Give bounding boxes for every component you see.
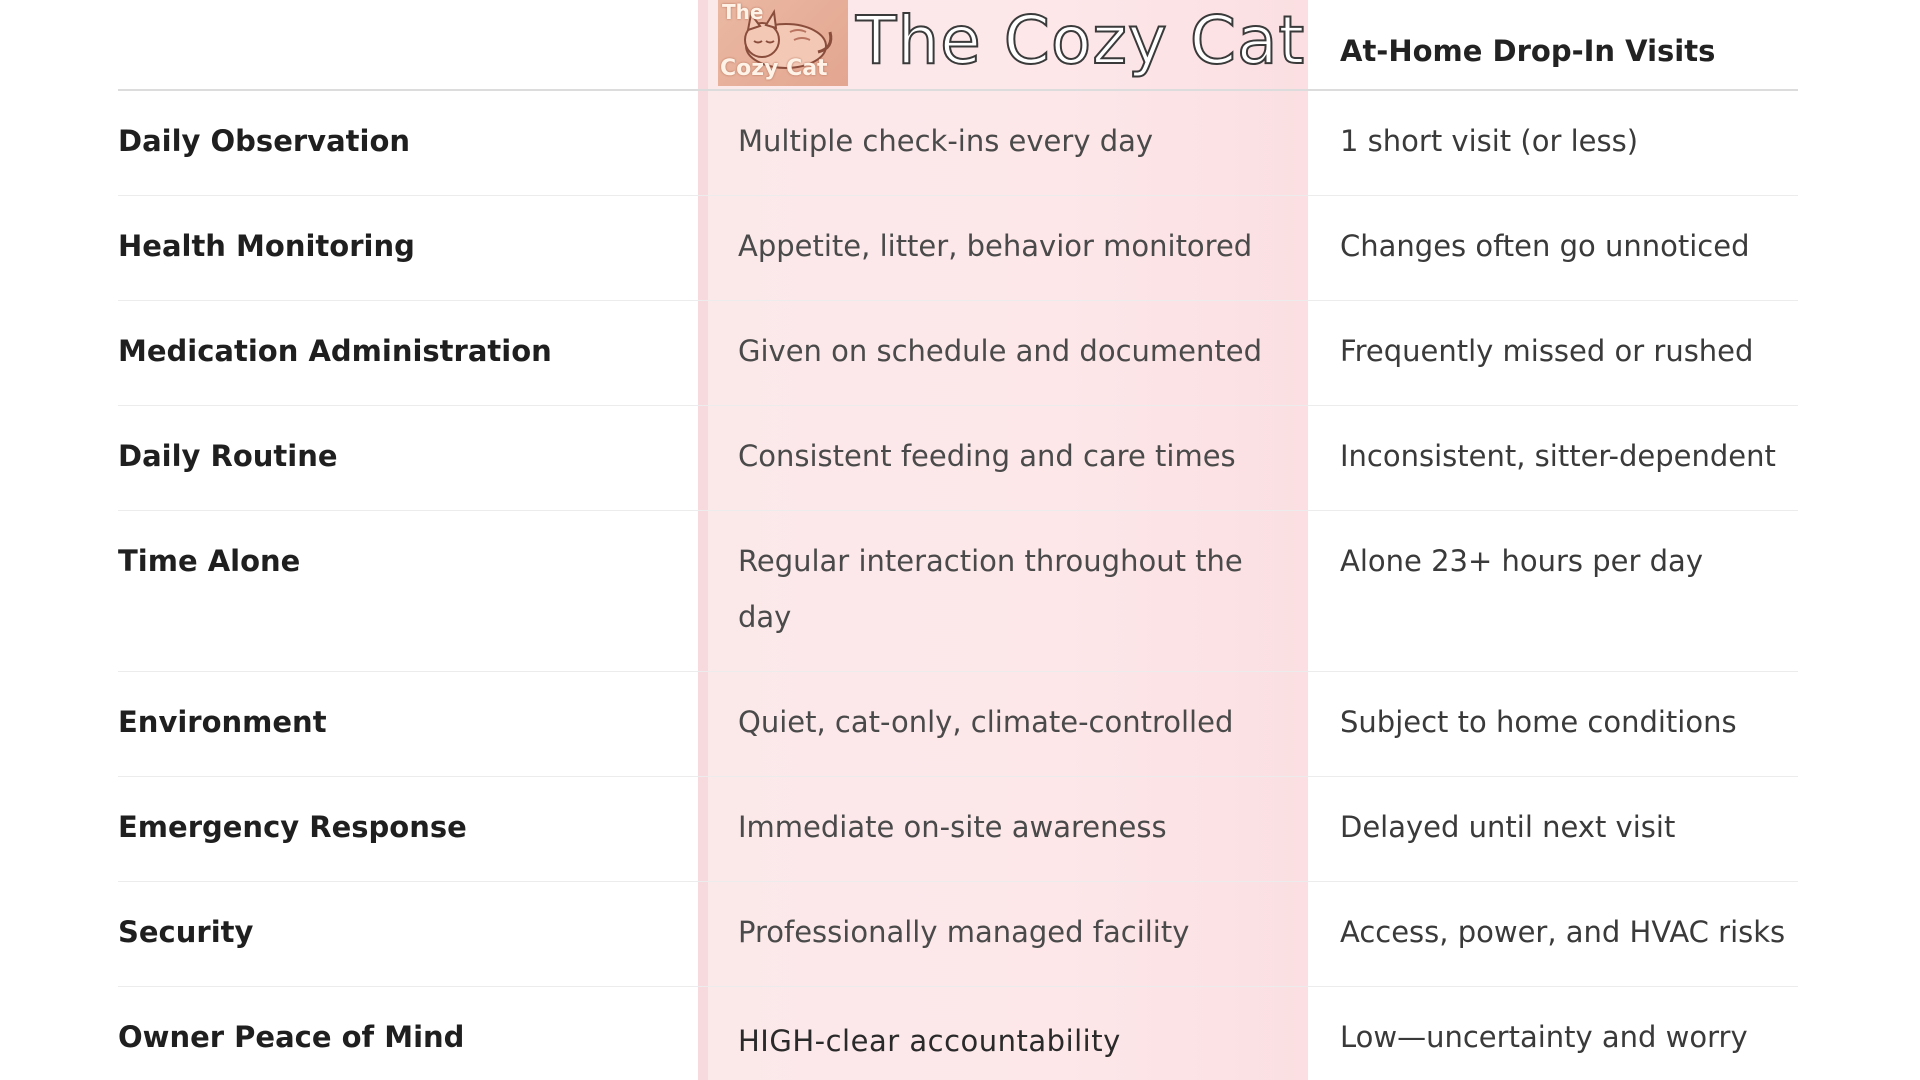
row-label: Health Monitoring — [118, 229, 415, 263]
at-home-value: Changes often go unnoticed — [1340, 229, 1750, 263]
cozy-cat-value: Professionally managed facility — [738, 915, 1190, 949]
table-row — [118, 777, 1798, 882]
at-home-value: Frequently missed or rushed — [1340, 334, 1754, 368]
at-home-value: Low—uncertainty and worry — [1340, 1020, 1748, 1054]
cozy-cat-value: Appetite, litter, behavior monitored — [738, 229, 1253, 263]
cozy-cat-value: Consistent feeding and care times — [738, 439, 1236, 473]
logo-text-cozy-cat: Cozy Cat — [720, 56, 828, 81]
table-row — [118, 987, 1798, 1080]
table-row — [118, 196, 1798, 301]
cozy-cat-value: HIGH-clear accountability — [738, 1024, 1121, 1058]
cozy-cat-value: Regular interaction throughout the day — [738, 544, 1243, 634]
at-home-value: Access, power, and HVAC risks — [1340, 915, 1786, 949]
row-label: Environment — [118, 705, 327, 739]
cozy-cat-column-header: The Cozy Cat — [856, 2, 1306, 79]
table-row — [118, 882, 1798, 987]
row-label: Security — [118, 915, 254, 949]
row-label: Daily Observation — [118, 124, 411, 158]
table-row — [118, 301, 1798, 406]
table-row — [118, 672, 1798, 777]
logo-text-the: The — [722, 0, 764, 24]
table-row — [118, 91, 1798, 196]
row-label: Time Alone — [118, 544, 301, 578]
cozy-cat-value: Given on schedule and documented — [738, 334, 1262, 368]
row-label: Daily Routine — [118, 439, 338, 473]
at-home-value: Inconsistent, sitter-dependent — [1340, 439, 1776, 473]
cozy-cat-value: Immediate on-site awareness — [738, 810, 1167, 844]
cozy-cat-logo — [718, 0, 848, 86]
at-home-value: 1 short visit (or less) — [1340, 124, 1639, 158]
at-home-value: Subject to home conditions — [1340, 705, 1737, 739]
row-label: Emergency Response — [118, 810, 467, 844]
table-row — [118, 406, 1798, 511]
at-home-value: Delayed until next visit — [1340, 810, 1676, 844]
row-label: Medication Administration — [118, 334, 552, 368]
cozy-cat-value: Multiple check-ins every day — [738, 124, 1154, 158]
at-home-column-header: At-Home Drop-In Visits — [1340, 34, 1716, 68]
table-row — [118, 511, 1798, 672]
at-home-value: Alone 23+ hours per day — [1340, 544, 1703, 578]
row-label: Owner Peace of Mind — [118, 1020, 465, 1054]
cozy-cat-value: Quiet, cat-only, climate-controlled — [738, 705, 1234, 739]
